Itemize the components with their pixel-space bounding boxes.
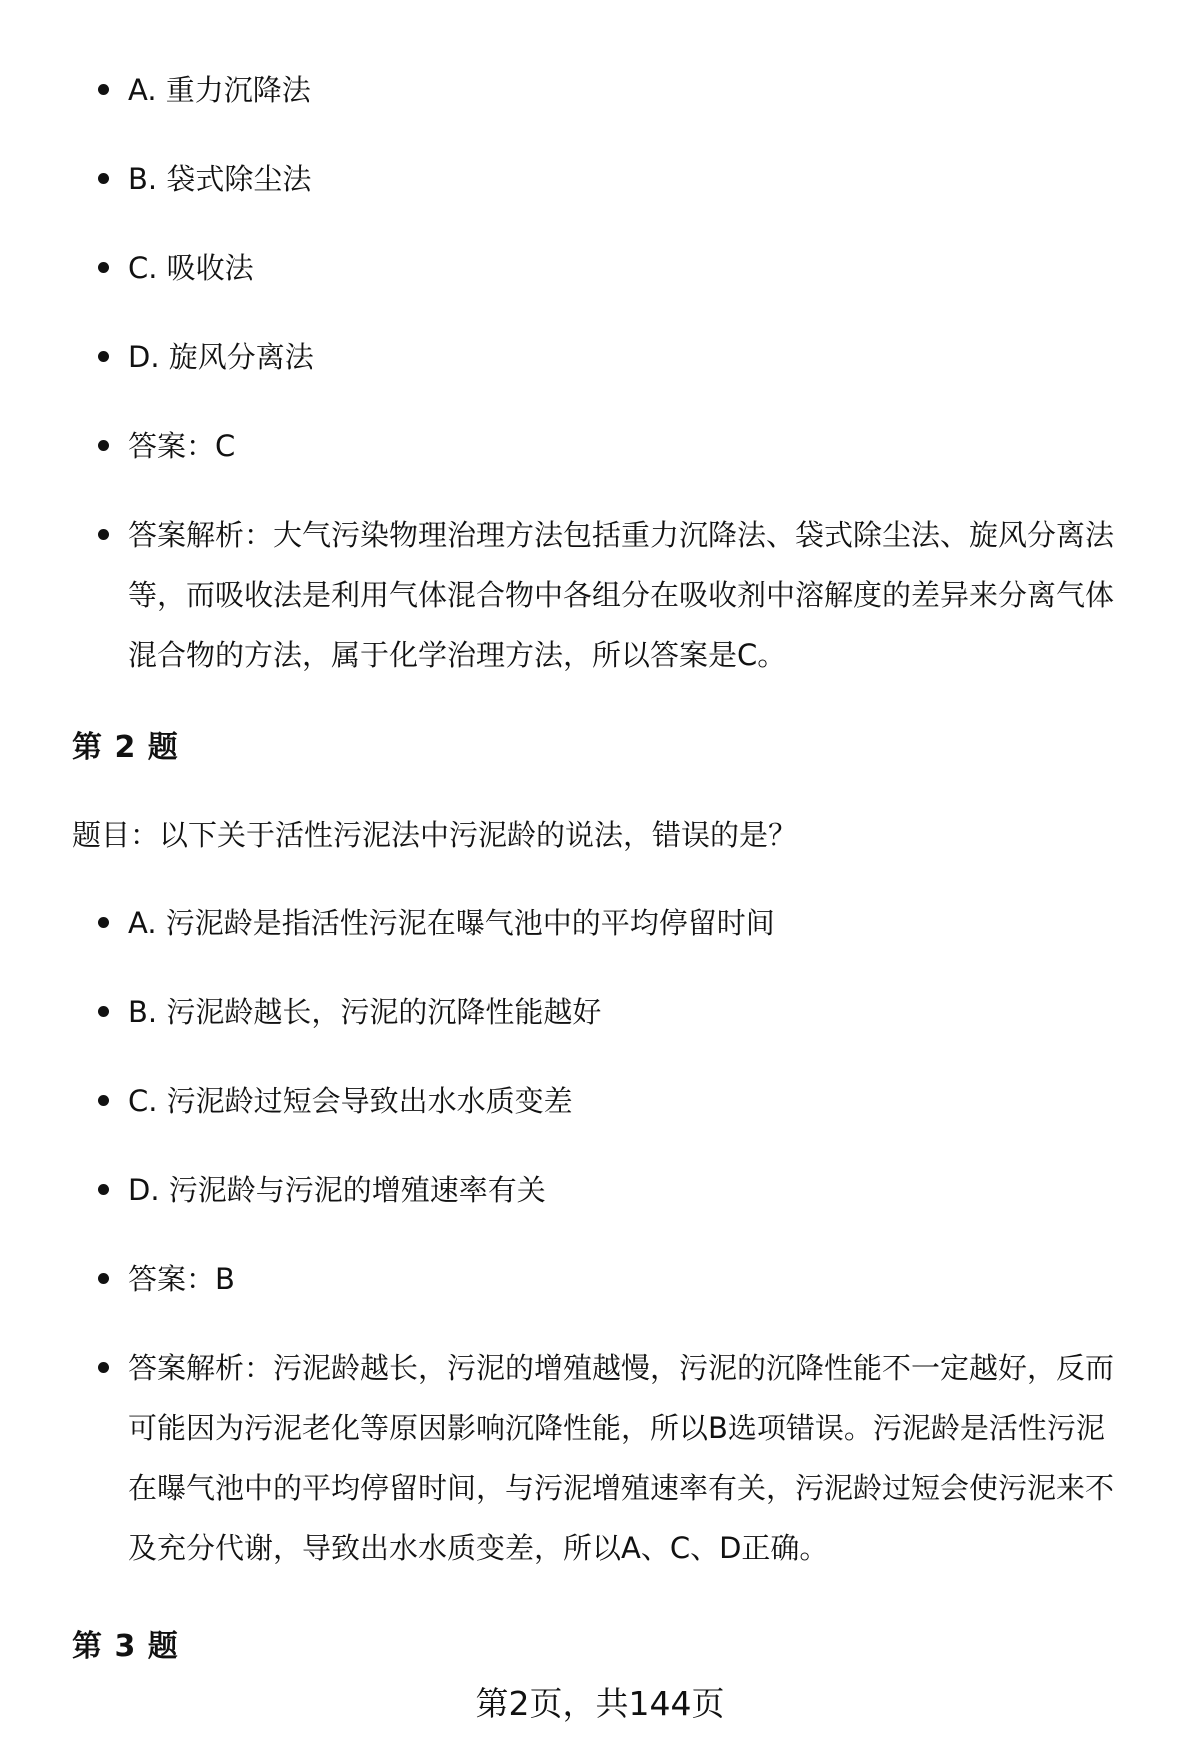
option-text: C. 污泥龄过短会导致出水水质变差 xyxy=(128,1084,573,1118)
option-text: B. 袋式除尘法 xyxy=(128,162,312,196)
explanation-line: 答案解析：大气污染物理治理方法包括重力沉降法、袋式除尘法、旋风分离法 xyxy=(128,518,1115,552)
question-3-heading: 第 3 题 xyxy=(72,1629,179,1664)
explanation-line: 在曝气池中的平均停留时间，与污泥增殖速率有关，污泥龄过短会使污泥来不 xyxy=(128,1471,1115,1505)
answer xyxy=(128,1249,1148,1338)
explanation-line: 可能因为污泥老化等原因影响沉降性能，所以B选项错误。污泥龄是活性污泥 xyxy=(128,1411,1105,1445)
bullet-icon xyxy=(98,1273,109,1284)
bullet-icon xyxy=(98,1362,109,1373)
question-2-list xyxy=(128,893,1148,1578)
bullet-icon xyxy=(98,917,109,928)
answer-explanation xyxy=(128,505,1148,685)
answer xyxy=(128,416,1148,505)
bullet-icon xyxy=(98,1095,109,1106)
page-number: 第2页，共144页 xyxy=(475,1684,725,1723)
bullet-icon xyxy=(98,529,109,540)
option-text: C. 吸收法 xyxy=(128,251,254,285)
question-2-prompt: 题目：以下关于活性污泥法中污泥龄的说法，错误的是？ xyxy=(72,818,798,852)
option-text: D. 旋风分离法 xyxy=(128,340,314,374)
bullet-icon xyxy=(98,1006,109,1017)
option-text: B. 污泥龄越长，污泥的沉降性能越好 xyxy=(128,995,602,1029)
option-b xyxy=(128,149,1148,238)
explanation-line: 答案解析：污泥龄越长，污泥的增殖越慢，污泥的沉降性能不一定越好，反而 xyxy=(128,1351,1115,1385)
option-a xyxy=(128,893,1148,982)
answer-explanation xyxy=(128,1338,1148,1578)
option-c xyxy=(128,238,1148,327)
bullet-icon xyxy=(98,262,109,273)
question-2-heading: 第 2 题 xyxy=(72,730,179,765)
option-d xyxy=(128,327,1148,416)
option-c xyxy=(128,1071,1148,1160)
option-text: A. 污泥龄是指活性污泥在曝气池中的平均停留时间 xyxy=(128,906,775,940)
option-text: A. 重力沉降法 xyxy=(128,73,311,107)
option-text: D. 污泥龄与污泥的增殖速率有关 xyxy=(128,1173,546,1207)
option-a xyxy=(128,60,1148,149)
bullet-icon xyxy=(98,173,109,184)
bullet-icon xyxy=(98,440,109,451)
answer-text: 答案：B xyxy=(128,1262,235,1296)
bullet-icon xyxy=(98,84,109,95)
answer-text: 答案：C xyxy=(128,429,236,463)
question-1-list xyxy=(128,60,1148,685)
bullet-icon xyxy=(98,1184,109,1195)
explanation-line: 混合物的方法，属于化学治理方法，所以答案是C。 xyxy=(128,638,787,672)
option-d xyxy=(128,1160,1148,1249)
explanation-line: 及充分代谢，导致出水水质变差，所以A、C、D正确。 xyxy=(128,1531,829,1565)
option-b xyxy=(128,982,1148,1071)
explanation-line: 等，而吸收法是利用气体混合物中各组分在吸收剂中溶解度的差异来分离气体 xyxy=(128,578,1115,612)
bullet-icon xyxy=(98,351,109,362)
